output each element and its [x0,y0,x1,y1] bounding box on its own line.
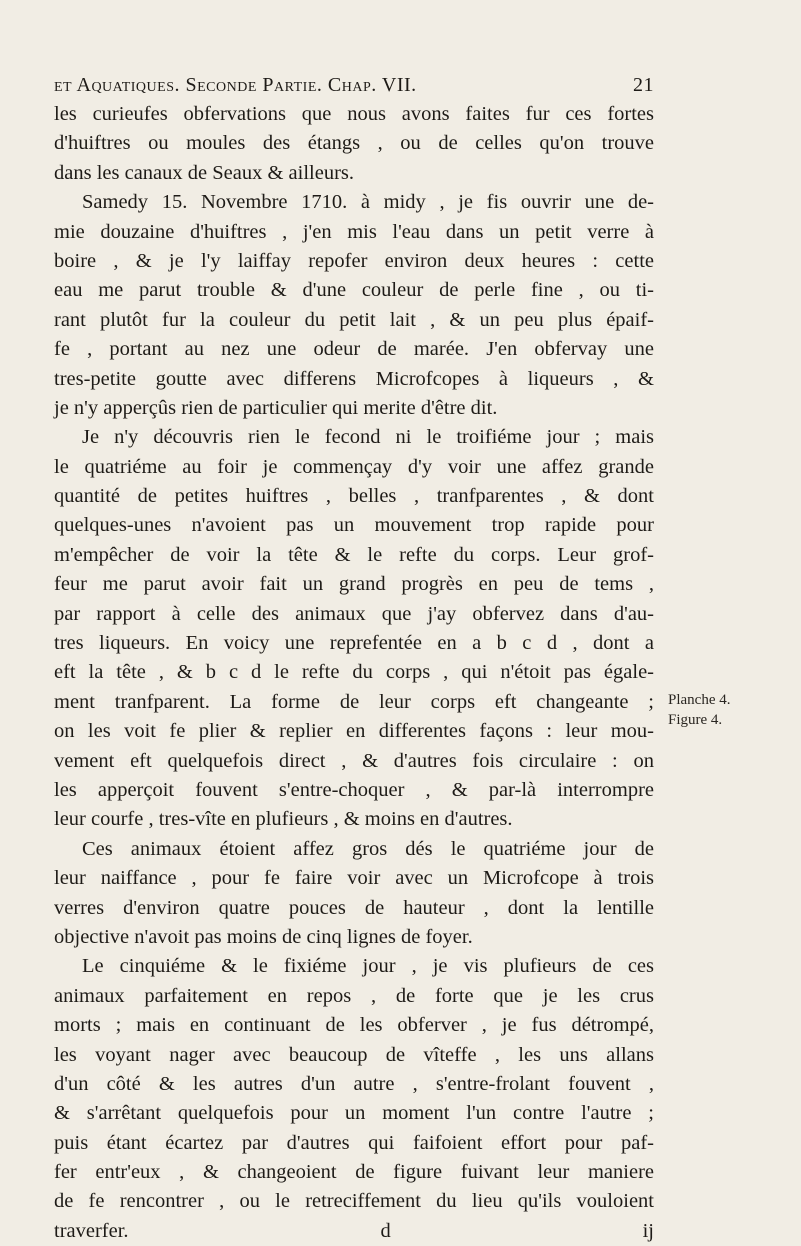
text-line: tres liqueurs. En voicy une reprefentée en a b c d , dont a [54,632,654,655]
text-line: les apperçoit fouvent s'entre-choquer , & par-là interrompre [54,778,654,801]
text-line: je n'y apperçûs rien de particulier qui merite d'être dit. [54,396,498,419]
text-line: verres d'environ quatre pouces de hauteur , dont la lentille [54,896,654,919]
text-line: eft la tête , & b c d le refte du corps , qui n'étoit pas égale- [54,661,654,684]
text-line: leur naiffance , pour fe faire voir avec un Microfcope à trois [54,867,654,890]
text-line: rant plutôt fur la couleur du petit lait , & un peu plus épaif- [54,308,654,331]
final-line-with-signature [54,1217,654,1246]
text-line: traverfer. [54,1219,129,1242]
text-line: le quatriéme au foir je commençay d'y voir une affez grande [54,455,654,478]
text-line: puis étant écartez par d'autres qui faifoient effort pour paf- [54,1131,654,1154]
text-line: Le cinquiéme & le fixiéme jour , je vis plufieurs de ces [82,955,654,978]
text-line: tres-petite goutte avec differens Microfcopes à liqueurs , & [54,367,654,390]
margin-note [668,690,778,730]
text-line: fe , portant au nez une odeur de marée. J'en obfervay une [54,338,654,361]
text-line: quelques-unes n'avoient pas un mouvement trop rapide pour [54,514,654,537]
text-line: Samedy 15. Novembre 1710. à midy , je fis ouvrir une de- [82,191,654,214]
text-line: les curieufes obfervations que nous avons faites fur ces fortes [54,103,654,125]
running-head-title: et Aquatiques. Seconde Partie. Chap. VII. [54,74,417,96]
text-line: leur courfe , tres-vîte en plufieurs , & moins en d'autres. [54,808,513,831]
text-line: ment tranfparent. La forme de leur corps eft changeante ; [54,690,654,713]
margin-note-figure: Figure 4. [668,712,723,728]
text-line: d'huiftres ou moules des étangs , ou de celles qu'on trouve [54,132,654,155]
text-line: fer entr'eux , & changeoient de figure fuivant leur maniere [54,1161,654,1184]
text-line: m'empêcher de voir la tête & le refte du corps. Leur grof- [54,543,654,566]
text-line: Je n'y découvris rien le fecond ni le troifiéme jour ; mais [82,426,654,449]
text-line: d'un côté & les autres d'un autre , s'entre-frolant fouvent , [54,1072,654,1095]
text-line: vement eft quelquefois direct , & d'autres fois circulaire : on [54,749,654,772]
text-line: & s'arrêtant quelquefois pour un moment l'un contre l'autre ; [54,1102,654,1125]
margin-note-plate: Planche 4. [668,692,731,708]
text-line: eau me parut trouble & d'une couleur de perle fine , ou ti- [54,279,654,302]
text-line: dans les canaux de Seaux & ailleurs. [54,161,355,184]
page-number: 21 [633,74,654,96]
text-line: feur me parut avoir fait un grand progrès en peu de tems , [54,573,654,596]
text-line: animaux parfaitement en repos , de forte que je les crus [54,984,654,1007]
text-line: morts ; mais en continuant de les obferver , je fus détrompé, [54,1014,654,1037]
text-line: de fe rencontrer , ou le retreciffement du lieu qu'ils vouloient [54,1190,654,1213]
running-head [54,74,654,102]
text-line: objective n'avoit pas moins de cinq lignes de foyer. [54,925,473,948]
text-line: Ces animaux étoient affez gros dés le quatriéme jour de [82,837,654,860]
body-text [54,100,654,1246]
text-line: les voyant nager avec beaucoup de vîteffe , les uns allans [54,1043,654,1066]
text-line: boire , & je l'y laiffay repofer environ deux heures : cette [54,249,654,272]
signature-mark: d ij [380,1219,654,1242]
text-line: on les voit fe plier & replier en differentes façons : leur mou- [54,720,654,743]
text-line: par rapport à celle des animaux que j'ay obfervez dans d'au- [54,602,654,625]
text-line: mie douzaine d'huiftres , j'en mis l'eau dans un petit verre à [54,220,654,243]
text-line: quantité de petites huiftres , belles , tranfparentes , & dont [54,485,654,508]
